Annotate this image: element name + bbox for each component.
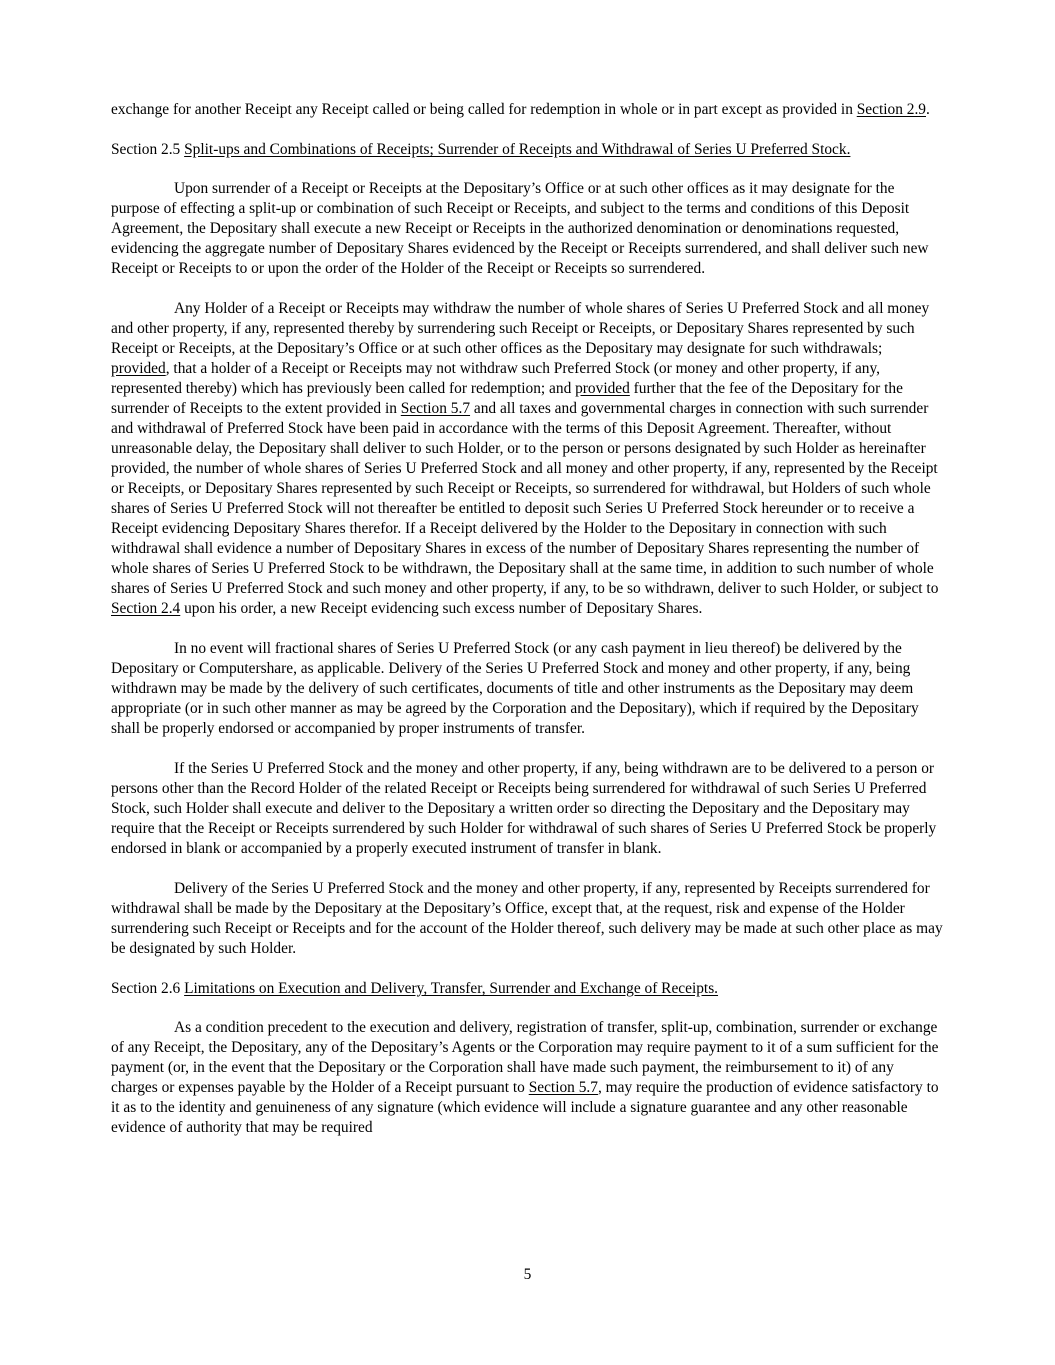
- paragraph-text: exchange for another Receipt any Receipt called or being called for redemption in whole or in part except as provided in: [111, 101, 857, 118]
- paragraph-fractional-shares: In no event will fractional shares of Series U Preferred Stock (or any cash payment in lieu thereof) be delivered by the Depositary or Computershare, as applicable. Delivery of the Series U Preferred Stock and money and other property, if any, being withdrawn may be made by the delivery of such certificates, documents of title and other instruments as the Depositary may deem appropriate (or in such other manner as may be agreed by the Corporation and the Depositary), which if required by the Depositary shall be properly endorsed or accompanied by proper instruments of transfer.: [111, 640, 919, 737]
- document-page: [111, 100, 943, 1158]
- section-number: Section 2.5: [111, 141, 185, 158]
- paragraph-split-ups: Upon surrender of a Receipt or Receipts at the Depositary’s Office or at such other offices as it may designate for the purpose of effecting a split-up or combination of such Receipt or Receipts, and subject to the terms and conditions of this Deposit Agreement, the Depositary shall execute a new Receipt or Receipts in the authorized denomination or denominations requested, evidencing the aggregate number of Depositary Shares evidenced by the Receipt or Receipts surrendered, and shall deliver such new Receipt or Receipts to or upon the order of the Holder of the Receipt or Receipts so surrendered.: [111, 180, 929, 277]
- paragraph-text: , that a holder of a Receipt or Receipts may not withdraw such Preferred Stock (or money and other property, if any, represented thereby) which has previously been called for redemption; and: [111, 360, 881, 397]
- provided-term: provided: [575, 380, 630, 397]
- section-number: Section 2.6: [111, 980, 185, 997]
- section-title: Split-ups and Combinations of Receipts; Surrender of Receipts and Withdrawal of Series U Preferred Stock.: [184, 141, 851, 158]
- continuation-paragraph: [111, 100, 943, 120]
- paragraph-withdrawal: [111, 299, 943, 619]
- paragraph-text: , may require the production of evidence satisfactory to it as to the identity and genuineness of any signature (which evidence will include a signature guarantee and any other reasonable evidence of authority that may be required: [111, 1079, 939, 1136]
- page-number: 5: [523, 1266, 532, 1283]
- provided-term: provided: [111, 360, 166, 377]
- section-reference-link: Section 2.9: [856, 101, 926, 118]
- section-reference-link: Section 5.7: [400, 400, 471, 417]
- section-title: Limitations on Execution and Delivery, Transfer, Surrender and Exchange of Receipts.: [184, 980, 719, 997]
- section-reference-link: Section 2.4: [111, 600, 181, 617]
- paragraph-condition-precedent: [111, 1018, 943, 1138]
- paragraph-text: As a condition precedent to the execution and delivery, registration of transfer, split-up, combination, surrender or exchange of any Receipt, the Depositary, any of the Depositary’s Agents or the Corporation may require payment to it of a sum sufficient for the payment (or, in the event that the Depositary or the Corporation shall have made such payment, the reimbursement to it) of any charges or expenses payable by the Holder of a Receipt pursuant to: [111, 1019, 939, 1096]
- section-reference-link: Section 5.7: [528, 1079, 598, 1096]
- paragraph-text: .: [926, 101, 930, 118]
- paragraph-text: and all taxes and governmental charges in connection with such surrender and withdrawal of Preferred Stock have been paid in accordance with the terms of this Deposit Agreement. Thereafter, without unreasonable delay, the Depositary shall deliver to such Holder, or to the person or persons designated by such Holder as hereinafter provided, the number of whole shares of Series U Preferred Stock and all money and other property, if any, represented by the Receipt or Receipts, or Depositary Shares represented by such Receipt or Receipts, so surrendered for withdrawal, but Holders of such whole shares of Series U Preferred Stock will not thereafter be entitled to deposit such Series U Preferred Stock hereunder or to receive a Receipt evidencing Depositary Shares therefor. If a Receipt delivered by the Holder to the Depositary in connection with such withdrawal shall evidence a number of Depositary Shares in excess of the number of Depositary Shares representing the number of whole shares of Series U Preferred Stock to be withdrawn, the Depositary shall at the same time, in addition to such number of whole shares of Series U Preferred Stock and such money and other property, if any, to be so withdrawn, deliver to such Holder, or subject to: [111, 400, 939, 597]
- paragraph-text: Any Holder of a Receipt or Receipts may withdraw the number of whole shares of Series U Preferred Stock and all money and other property, if any, represented thereby by surrendering such Receipt or Receipts, or Depositary Shares represented by such Receipt or Receipts, at the Depositary’s Office or at such other offices as the Depositary may designate for such withdrawals;: [111, 300, 930, 357]
- paragraph-text: upon his order, a new Receipt evidencing such excess number of Depositary Shares.: [180, 600, 703, 617]
- paragraph-other-person-delivery: If the Series U Preferred Stock and the money and other property, if any, being withdrawn are to be delivered to a person or persons other than the Record Holder of the related Receipt or Receipts being surrendered for withdrawal of such Series U Preferred Stock, such Holder shall execute and deliver to the Depositary a written order so directing the Depositary and the Depositary may require that the Receipt or Receipts surrendered by such Holder for withdrawal of such shares of Series U Preferred Stock be properly endorsed in blank or accompanied by a properly executed instrument of transfer in blank.: [111, 760, 937, 857]
- paragraph-delivery-location: Delivery of the Series U Preferred Stock and the money and other property, if any, represented by Receipts surrendered for withdrawal shall be made by the Depositary at the Depositary’s Office, except that, at the request, risk and expense of the Holder surrendering such Receipt or Receipts and for the account of the Holder thereof, such delivery may be made at such other place as may be designated by such Holder.: [111, 880, 943, 957]
- paragraph-text: further that the fee of the Depositary for the surrender of Receipts to the extent provided in: [111, 380, 903, 417]
- section-heading: [111, 140, 943, 160]
- section-heading: [111, 979, 943, 999]
